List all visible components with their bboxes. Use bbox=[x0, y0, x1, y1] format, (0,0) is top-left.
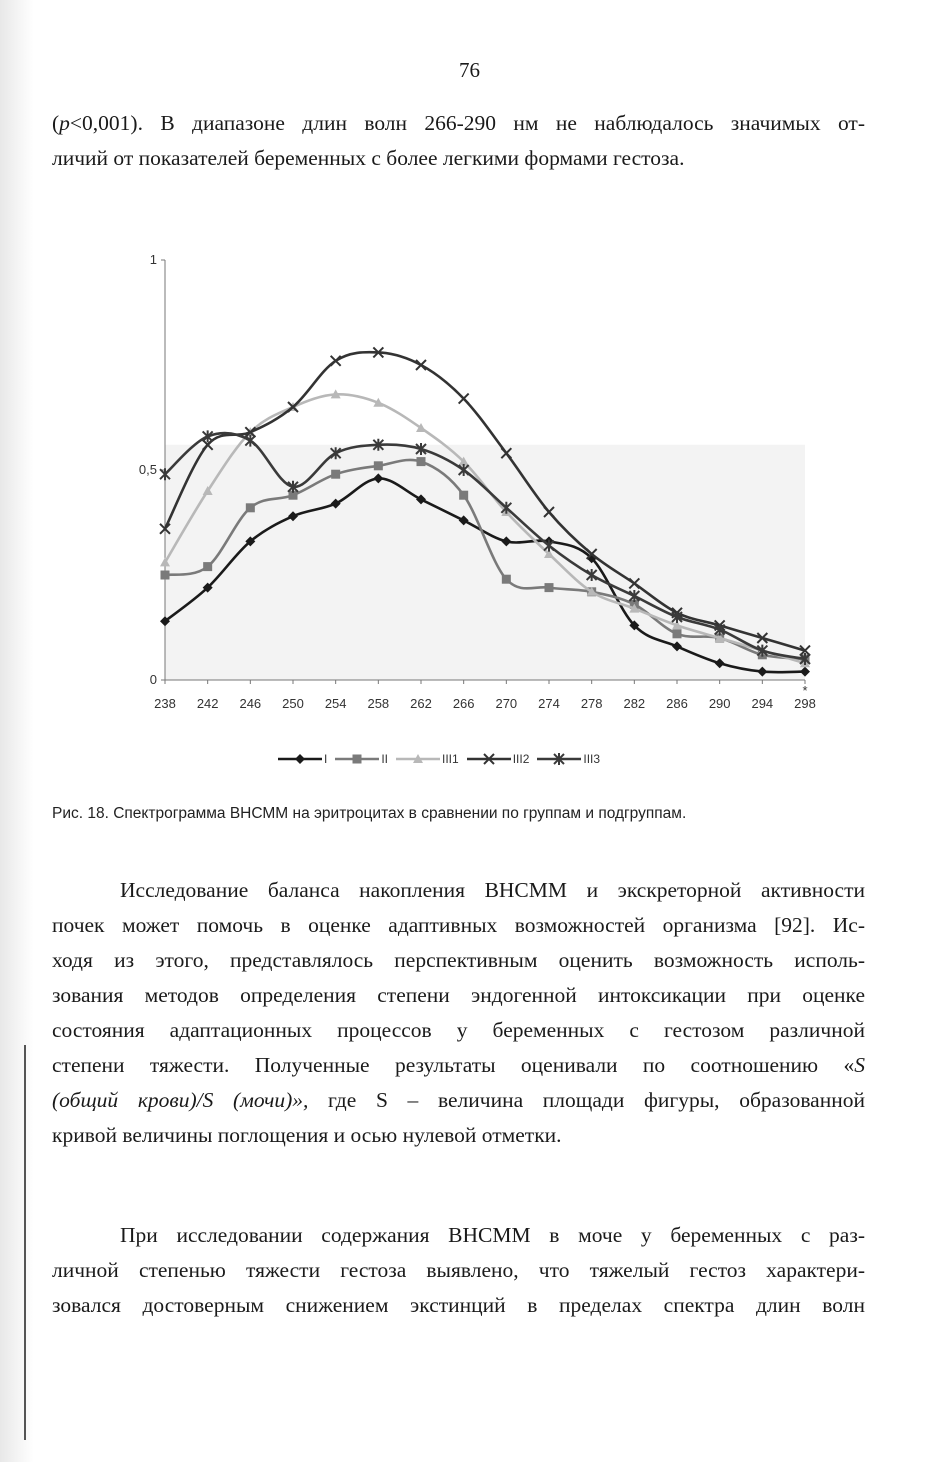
paragraph-intro-line: (p<0,001). В диапазоне длин волн 266-290 нм не наблюдалось значимых от- bbox=[52, 111, 865, 135]
x-tick-label: 266 bbox=[452, 696, 475, 711]
paragraph-urine bbox=[52, 1218, 865, 1323]
y-tick-label: 1 bbox=[149, 252, 157, 267]
paragraph-balance-line: кривой величины поглощения и осью нулевой отметки. bbox=[52, 1123, 562, 1147]
legend-swatch bbox=[333, 752, 381, 766]
data-point bbox=[374, 461, 383, 470]
legend-swatch bbox=[535, 752, 583, 766]
paragraph-balance-line: степени тяжести. Полученные результаты оценивали по соотношению «S bbox=[52, 1053, 865, 1077]
spectrogram-chart bbox=[110, 245, 830, 725]
data-point bbox=[331, 356, 341, 366]
x-tick-label: 258 bbox=[367, 696, 390, 711]
legend-item bbox=[465, 752, 530, 766]
legend-label: III3 bbox=[583, 752, 601, 766]
x-tick-label: 250 bbox=[282, 696, 304, 711]
significance-annotation: * bbox=[802, 683, 808, 698]
data-point bbox=[459, 394, 469, 404]
plot-shading bbox=[165, 445, 805, 680]
legend-marker bbox=[295, 754, 305, 764]
legend-label: III1 bbox=[442, 752, 459, 766]
data-point bbox=[459, 491, 468, 500]
chart-legend bbox=[276, 752, 604, 766]
x-tick-label: 278 bbox=[580, 696, 603, 711]
data-point bbox=[502, 575, 511, 584]
x-tick-label: 254 bbox=[324, 696, 347, 711]
legend-item bbox=[394, 752, 459, 766]
legend-item bbox=[535, 752, 600, 766]
legend-swatch bbox=[465, 752, 513, 766]
data-point bbox=[161, 571, 170, 580]
paragraph-balance-line: почек может помочь в оценке адаптивных возможностей организма [92]. Ис- bbox=[52, 913, 865, 937]
data-point bbox=[331, 470, 340, 479]
data-point bbox=[245, 435, 255, 447]
legend-swatch bbox=[276, 752, 324, 766]
x-tick-label: 286 bbox=[666, 696, 688, 711]
paragraph-balance-line: Исследование баланса накопления ВНСММ и экскреторной активности bbox=[120, 878, 865, 902]
x-tick-label: 246 bbox=[239, 696, 262, 711]
paragraph-intro-line: личий от показателей беременных с более легкими формами гестоза. bbox=[52, 146, 685, 170]
x-tick-label: 242 bbox=[196, 696, 219, 711]
data-point bbox=[203, 562, 212, 571]
paragraph-urine-line: личной степенью тяжести гестоза выявлено, что тяжелый гестоз характери- bbox=[52, 1258, 865, 1282]
paragraph-balance-line: ходя из этого, представлялось перспективным оценить возможность исполь- bbox=[52, 948, 865, 972]
scan-edge-shadow bbox=[0, 0, 34, 1462]
figure-caption: Рис. 18. Спектрограмма ВНСММ на эритроцитах в сравнении по группам и подгруппам. bbox=[52, 805, 687, 822]
x-tick-label: 294 bbox=[751, 696, 774, 711]
data-point bbox=[416, 360, 426, 370]
paragraph-balance-line: (общий крови)/S (мочи)», где S – величина площади фигуры, образованной bbox=[52, 1088, 865, 1112]
x-tick-label: 262 bbox=[410, 696, 432, 711]
paragraph-balance-line: зования методов определения степени эндогенной интоксикации при оценке bbox=[52, 983, 865, 1007]
x-tick-label: 282 bbox=[623, 696, 646, 711]
x-tick-label: 290 bbox=[708, 696, 731, 711]
paragraph-balance-line: состояния адаптационных процессов у беременных с гестозом различной bbox=[52, 1018, 865, 1042]
y-tick-label: 0,5 bbox=[138, 462, 157, 477]
data-point bbox=[417, 457, 426, 466]
y-tick-label: 0 bbox=[149, 672, 157, 687]
paragraph-urine-line: зовался достоверным снижением экстинций в пределах спектра длин волн bbox=[52, 1293, 865, 1317]
legend-label: I bbox=[324, 752, 328, 766]
data-point bbox=[545, 583, 554, 592]
paragraph-balance bbox=[52, 873, 865, 1153]
legend-swatch bbox=[394, 752, 442, 766]
data-point bbox=[673, 629, 682, 638]
x-tick-label: 270 bbox=[495, 696, 518, 711]
legend-label: III2 bbox=[512, 752, 530, 766]
page-number: 76 bbox=[459, 58, 480, 82]
legend-label: II bbox=[381, 752, 389, 766]
legend-item bbox=[276, 752, 327, 766]
legend-marker bbox=[353, 755, 362, 764]
scan-edge-line bbox=[24, 1045, 26, 1440]
legend-item bbox=[333, 752, 388, 766]
x-tick-label: 298 bbox=[794, 696, 816, 711]
paragraph-urine-line: При исследовании содержания ВНСММ в моче у беременных с раз- bbox=[120, 1223, 865, 1247]
paragraph-intro bbox=[52, 106, 865, 176]
data-point bbox=[246, 503, 255, 512]
x-tick-label: 238 bbox=[154, 696, 176, 711]
x-tick-label: 274 bbox=[538, 696, 560, 711]
